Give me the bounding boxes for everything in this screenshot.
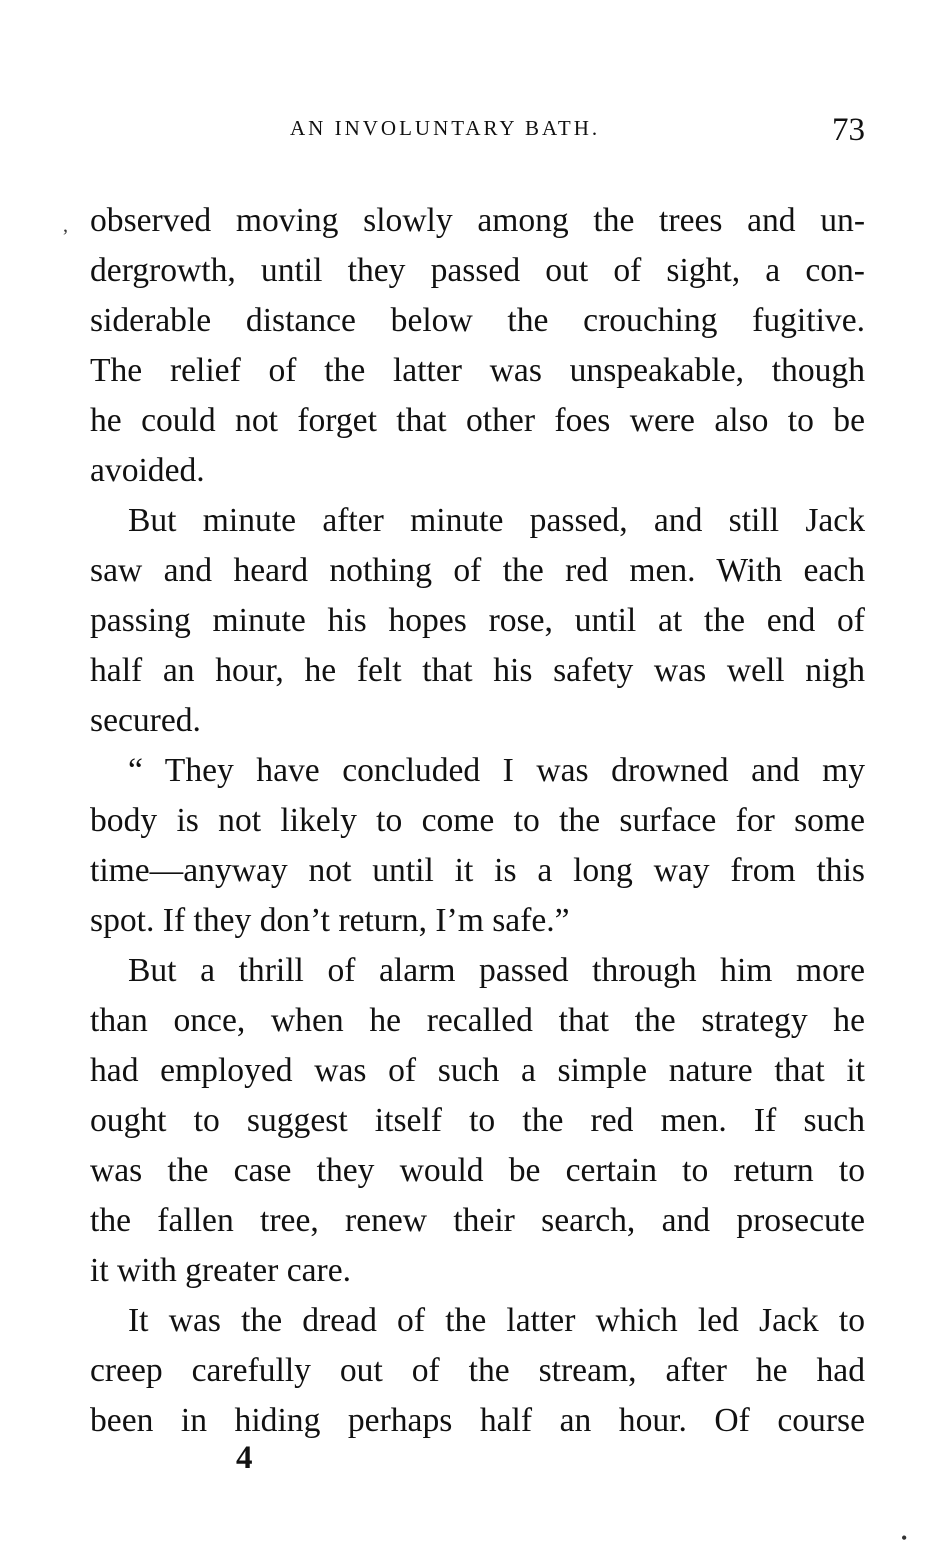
text-line: he could not forget that other foes were also to be: [90, 402, 865, 439]
text-line: had employed was of such a simple nature that it: [90, 1052, 865, 1089]
text-line: been in hiding perhaps half an hour. Of course: [90, 1402, 865, 1439]
text-line: dergrowth, until they passed out of sight, a con-: [90, 252, 865, 289]
text-line: half an hour, he felt that his safety was well nigh: [90, 652, 865, 689]
text-line: saw and heard nothing of the red men. With each: [90, 552, 865, 589]
text-line: It was the dread of the latter which led Jack to: [128, 1302, 865, 1339]
text-line: ought to suggest itself to the red men. If such: [90, 1102, 865, 1139]
text-line: it with greater care.: [90, 1252, 352, 1289]
text-line: But minute after minute passed, and still Jack: [128, 502, 865, 539]
stray-dot-mark: •: [901, 1528, 908, 1548]
text-line: The relief of the latter was unspeakable, though: [90, 352, 865, 389]
text-line: observed moving slowly among the trees and un-: [90, 202, 865, 239]
text-line: But a thrill of alarm passed through him more: [128, 952, 865, 989]
text-line: body is not likely to come to the surface for some: [90, 802, 865, 839]
text-line: creep carefully out of the stream, after he had: [90, 1352, 865, 1389]
text-line: avoided.: [90, 452, 205, 489]
page-number: 73: [832, 112, 865, 148]
signature-mark: 4: [236, 1440, 253, 1476]
text-line: the fallen tree, renew their search, and prosecute: [90, 1202, 865, 1239]
text-line: “ They have concluded I was drowned and my: [128, 752, 865, 789]
text-line: secured.: [90, 702, 201, 739]
running-title: AN INVOLUNTARY BATH.: [290, 116, 601, 140]
text-line: passing minute his hopes rose, until at the end of: [90, 602, 865, 639]
text-line: than once, when he recalled that the strategy he: [90, 1002, 865, 1039]
text-line: was the case they would be certain to return to: [90, 1152, 865, 1189]
text-line: time—anyway not until it is a long way from this: [90, 852, 865, 889]
text-line: spot. If they don’t return, I’m safe.”: [90, 902, 570, 939]
stray-tick-mark: ʼ: [62, 226, 69, 248]
text-line: siderable distance below the crouching fugitive.: [90, 302, 865, 339]
body-text: [90, 196, 865, 1446]
